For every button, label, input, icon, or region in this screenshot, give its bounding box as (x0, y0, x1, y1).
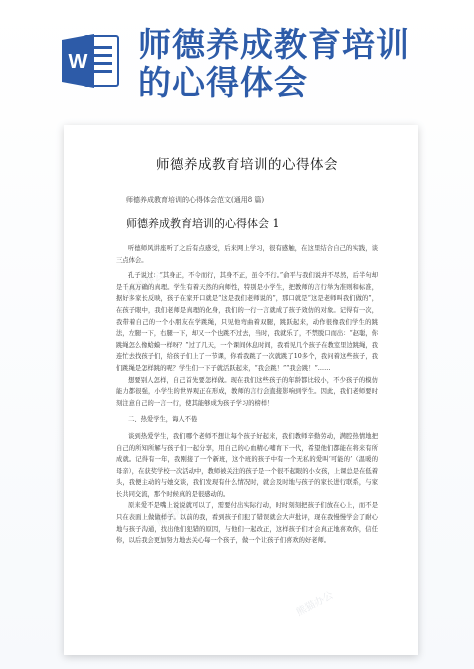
paragraph: 听德师风讲座听了之后有点感受，后来网上学习，很有感触，在这里结合自己的实践，谈三点体会。 (116, 245, 378, 264)
watermark: 熊猫办公 (124, 270, 166, 299)
document-subtitle: 师德养成教育培训的心得体会 1 (126, 217, 280, 230)
paragraph: 谈到热爱学生，我们哪个老师不想让每个孩子好起来，我们教师辛勤劳动，满腔热情地把自己的所知所解与孩子们一起分享，用自己的心血精心哺育下一代，希望他们都能在将来有所成就。记得有一年，我刚接了一个新班，这个班的孩子中有一个无私的爱叫‘可能的’（温暖的母亲），在获奖学校一次活动中，教师被关注的孩子是一个很不起眼的小女孩，上课总是在低着头，我便主动的与她交谈，我们发现有什么情况时，就会及时地与孩子的家长进行联系，与家长共同交流，那个时候真的是很感动的。 (116, 432, 378, 498)
banner-headline-line-1: 师德养成教育培训 (138, 25, 410, 64)
document-content (116, 153, 378, 653)
document-title: 师德养成教育培训的心得体会 (156, 157, 338, 173)
document-page (64, 125, 418, 655)
paragraph: 想要别人怎样，自己首先要怎样做。现在我们这些孩子的年龄都比较小，不少孩子的模仿能力都很强，小学生的世界观正在形成，教师的言行会直接影响到学生。因此，我们老师要时刻注意自己的一言一行，使其能够成为孩子学习的榜样！ (116, 376, 378, 407)
watermark: 熊猫办公 (294, 590, 336, 619)
banner-headline-line-2: 的心得体会 (138, 63, 308, 102)
header-banner (0, 0, 474, 112)
watermark: 熊猫办公 (154, 500, 196, 529)
paragraph: 原来爱不是嘴上说说就可以了，需要付出实际行动，时时刻刻把孩子们放在心上，而不是只在表面上做做样子。以前的我，看到孩子们犯了错误就会大声批评，现在我慢慢学会了耐心地与孩子沟通，找出他们犯错的原因，与他们一起改正，这样孩子们才会真正地喜欢你，信任你，以后我会更加努力地去关心每一个孩子，做一个让孩子们喜欢的好老师。 (116, 502, 378, 545)
banner-headline (138, 26, 468, 102)
word-icon-letter: W (68, 51, 88, 73)
word-document-icon (60, 30, 122, 92)
paragraph: 孔子说过：“其身正，不令而行，其身不正，虽令不行。”俞平与我们说并不尽然，后半句却是千真万确的真理。学生有着天然的向师性，特别是小学生，把教师的言行举为准则和标准，据好多家长反映，孩子在家开口就是“这是我们老师说的”，那口就是“这是老师叫我们做的”，在孩子眼中，我们老师是真理的化身，我们的一行一言就成了孩子效仿的对象。记得有一次，我带着自己的一个小朋友在学跳绳，只见他弯曲着双腿，跳跃起来，动作很像我们学生的跳法，左腿一下，右腿一下，却又一个也跳不过去，当时，我就乐了，不禁脱口而出：“赵聪，你跳绳怎么像蛤蟆一样呀？”过了几天，一个课间休息时间，我看见几个孩子在教室里边跳绳，我连忙去找孩子们，给孩子们上了一节课，你看我跳了一次就跳了10多个，我问着这些孩子，我们跳绳是怎样跳的呢？学生们一下子就活跃起来，“我会跳！”“我会跳！”…… (116, 272, 378, 372)
section-heading: 二、热爱学生，诲人不倦 (128, 416, 198, 424)
watermark: 熊猫办公 (264, 370, 306, 399)
document-meta: 师德养成教育培训的心得体会范文(通用8 篇) (126, 196, 265, 204)
